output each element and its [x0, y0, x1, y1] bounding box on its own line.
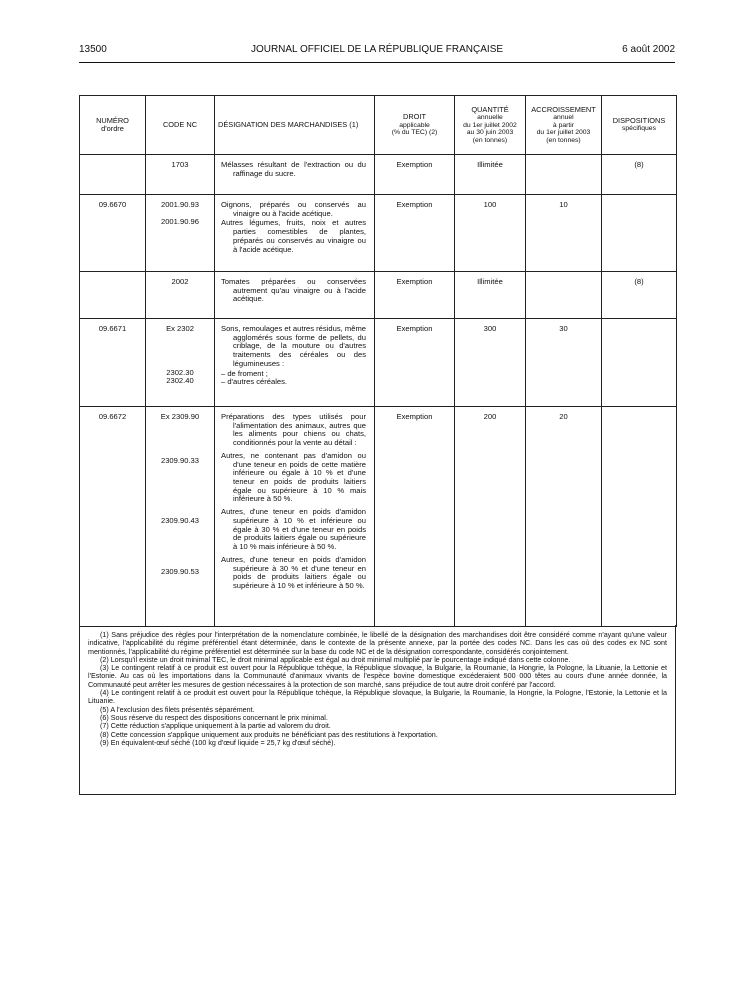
designation-text: Sons, remoulages et autres résidus, même agglomérés sous forme de pellets, du criblage, de la mouture ou d'autres traitements des céréales ou des légumineuses :	[221, 324, 366, 368]
designation-text: Oignons, préparés ou conservés au vinaigre ou à l'acide acétique.	[221, 200, 366, 218]
cell-numero	[80, 155, 146, 195]
col-header-numero: NUMÉRO d'ordre	[80, 96, 146, 155]
table-row	[80, 195, 677, 272]
cell-designation	[215, 155, 375, 195]
footnote: (2) Lorsqu'il existe un droit minimal TEC, le droit minimal applicable est égal au droit minimal multiplié par le pourcentage indiqué dans cette colonne.	[100, 655, 571, 664]
code-nc: 2309.90.33	[160, 455, 199, 465]
journal-title: JOURNAL OFFICIEL DE LA RÉPUBLIQUE FRANÇAISE	[250, 44, 504, 55]
cell-droit: Exemption	[375, 195, 455, 272]
code-nc: 1703	[171, 160, 189, 169]
footnote: (6) Sous réserve du respect des dispositions concernant le prix minimal.	[100, 713, 328, 722]
footnote: (1) Sans préjudice des règles pour l'interprétation de la nomenclature combinée, le libellé de la désignation des marchandises doit être considéré comme n'ayant qu'une valeur indicative, l'applicabilité du régime préférentiel étant déterminée, dans le contexte de la présente annexe, par la portée des codes NC. Dans les cas où des codes ex NC sont mentionnés, l'applicabilité du régime préférentiel est déterminée sur la base du code NC et de la désignation correspondante, considérés conjointement.	[88, 631, 667, 656]
cell-droit: Exemption	[375, 407, 455, 627]
cell-numero: 09.6671	[80, 319, 146, 407]
designation-text: Préparations des types utilisés pour l'alimentation des animaux, autres que les aliments pour chiens ou chats, conditionnés pour la vente au détail :	[221, 412, 366, 448]
cell-quantite: Illimitée	[455, 155, 526, 195]
code-nc: 2309.90.53	[160, 567, 199, 577]
designation-text: Autres, ne contenant pas d'amidon ou d'une teneur en poids de cette matière inférieure ou égale à 10 % et d'une teneur en poids de produits laitiers égale ou supérieure à 10 % mais inférieure à 50 %.	[221, 450, 366, 504]
cell-codes	[146, 195, 215, 272]
footnote: (9) En équivalent-œuf séché (100 kg d'œuf liquide = 25,7 kg d'œuf séché).	[100, 738, 336, 747]
cell-dispositions	[602, 319, 677, 407]
cell-quantite: 200	[455, 407, 526, 627]
cell-quantite: 300	[455, 319, 526, 407]
table-header-row	[80, 96, 677, 155]
footnotes	[79, 625, 676, 795]
cell-designation	[215, 319, 375, 407]
cell-accroissement	[526, 155, 602, 195]
page-header	[79, 44, 675, 60]
table-row	[80, 155, 677, 195]
cell-accroissement	[526, 272, 602, 319]
designation-text: Autres légumes, fruits, noix et autres parties comestibles de plantes, préparés ou conservés au vinaigre ou à l'acide acétique.	[221, 218, 366, 254]
cell-codes	[146, 319, 215, 407]
cell-droit: Exemption	[375, 155, 455, 195]
cell-designation	[215, 195, 375, 272]
code-nc: 2302.40	[166, 376, 194, 386]
cell-codes	[146, 272, 215, 319]
publication-date: 6 août 2002	[622, 44, 675, 55]
designation-text: Autres, d'une teneur en poids d'amidon supérieure à 30 % et d'une teneur en poids de produits laitiers égale ou supérieure à 10 % et inférieure à 50 %.	[221, 554, 366, 590]
cell-quantite: 100	[455, 195, 526, 272]
table-row	[80, 272, 677, 319]
cell-accroissement: 10	[526, 195, 602, 272]
cell-quantite: Illimitée	[455, 272, 526, 319]
designation-text: – d'autres céréales.	[221, 377, 288, 387]
cell-codes	[146, 155, 215, 195]
code-nc: 2309.90.43	[160, 516, 199, 526]
col-header-accroissement: ACCROISSEMENT annuel à partir du 1er juillet 2003 (en tonnes)	[526, 96, 602, 155]
table-row	[80, 319, 677, 407]
tariff-table	[79, 95, 677, 627]
cell-designation	[215, 407, 375, 627]
code-nc: Ex 2302	[166, 324, 194, 333]
footnote: (5) A l'exclusion des filets présentés séparément.	[100, 705, 255, 714]
cell-accroissement: 30	[526, 319, 602, 407]
footnote: (4) Le contingent relatif à ce produit est ouvert pour la République tchèque, la République slovaque, la Bulgarie, la Roumanie, la Hongrie, la Pologne, l'Estonie, la Lettonie et la Lituanie.	[88, 689, 667, 706]
col-header-dispositions: DISPOSITIONS spécifiques	[602, 96, 677, 155]
code-nc: 2002	[171, 277, 189, 286]
cell-codes	[146, 407, 215, 627]
cell-numero	[80, 272, 146, 319]
designation-text: Tomates préparées ou conservées autrement qu'au vinaigre ou à l'acide acétique.	[221, 277, 366, 304]
col-header-quantite: QUANTITÉ annuelle du 1er juillet 2002 au 30 juin 2003 (en tonnes)	[455, 96, 526, 155]
cell-numero: 09.6670	[80, 195, 146, 272]
cell-accroissement: 20	[526, 407, 602, 627]
cell-droit: Exemption	[375, 272, 455, 319]
col-header-designation: DÉSIGNATION DES MARCHANDISES (1)	[215, 96, 375, 155]
footnote: (3) Le contingent relatif à ce produit est ouvert pour la République tchèque, la République slovaque, la Bulgarie, la Roumanie, la Hongrie, la Pologne, la Lituanie, la Lettonie et l'Estonie. Au cas où les importations dans la Communauté d'animaux vivants de l'espèce bovine domestique excéderaient 500 000 têtes au cours d'une année donnée, la Communauté peut arrêter les mesures de gestion nécessaires à la protection de son marché, sans préjudice de tout autre droit conféré par l'accord.	[88, 664, 667, 689]
col-header-code-nc: CODE NC	[146, 96, 215, 155]
code-nc: 2001.90.93	[160, 200, 199, 209]
code-nc: 2302.30	[166, 367, 194, 377]
cell-droit: Exemption	[375, 319, 455, 407]
cell-dispositions: (8)	[602, 272, 677, 319]
code-nc: Ex 2309.90	[160, 412, 200, 421]
designation-text: – de froment ;	[221, 368, 268, 378]
cell-numero: 09.6672	[80, 407, 146, 627]
code-nc: 2001.90.96	[160, 216, 199, 226]
col-header-droit: DROIT applicable (% du TEC) (2)	[375, 96, 455, 155]
table-row	[80, 407, 677, 627]
cell-dispositions	[602, 407, 677, 627]
cell-dispositions	[602, 195, 677, 272]
footnote: (7) Cette réduction s'applique uniquement à la partie ad valorem du droit.	[100, 722, 331, 731]
header-rule	[79, 62, 675, 63]
footnote: (8) Cette concession s'applique uniquement aux produits ne bénéficiant pas des restitutions à l'exportation.	[100, 730, 438, 739]
designation-text: Autres, d'une teneur en poids d'amidon supérieure à 10 % et inférieure ou égale à 30 % et d'une teneur en poids de produits laitiers égale ou supérieure à 10 % mais inférieure à 50 %.	[221, 507, 366, 552]
designation-text: Mélasses résultant de l'extraction ou du raffinage du sucre.	[221, 160, 366, 178]
cell-designation	[215, 272, 375, 319]
page-number: 13500	[79, 44, 107, 55]
cell-dispositions: (8)	[602, 155, 677, 195]
